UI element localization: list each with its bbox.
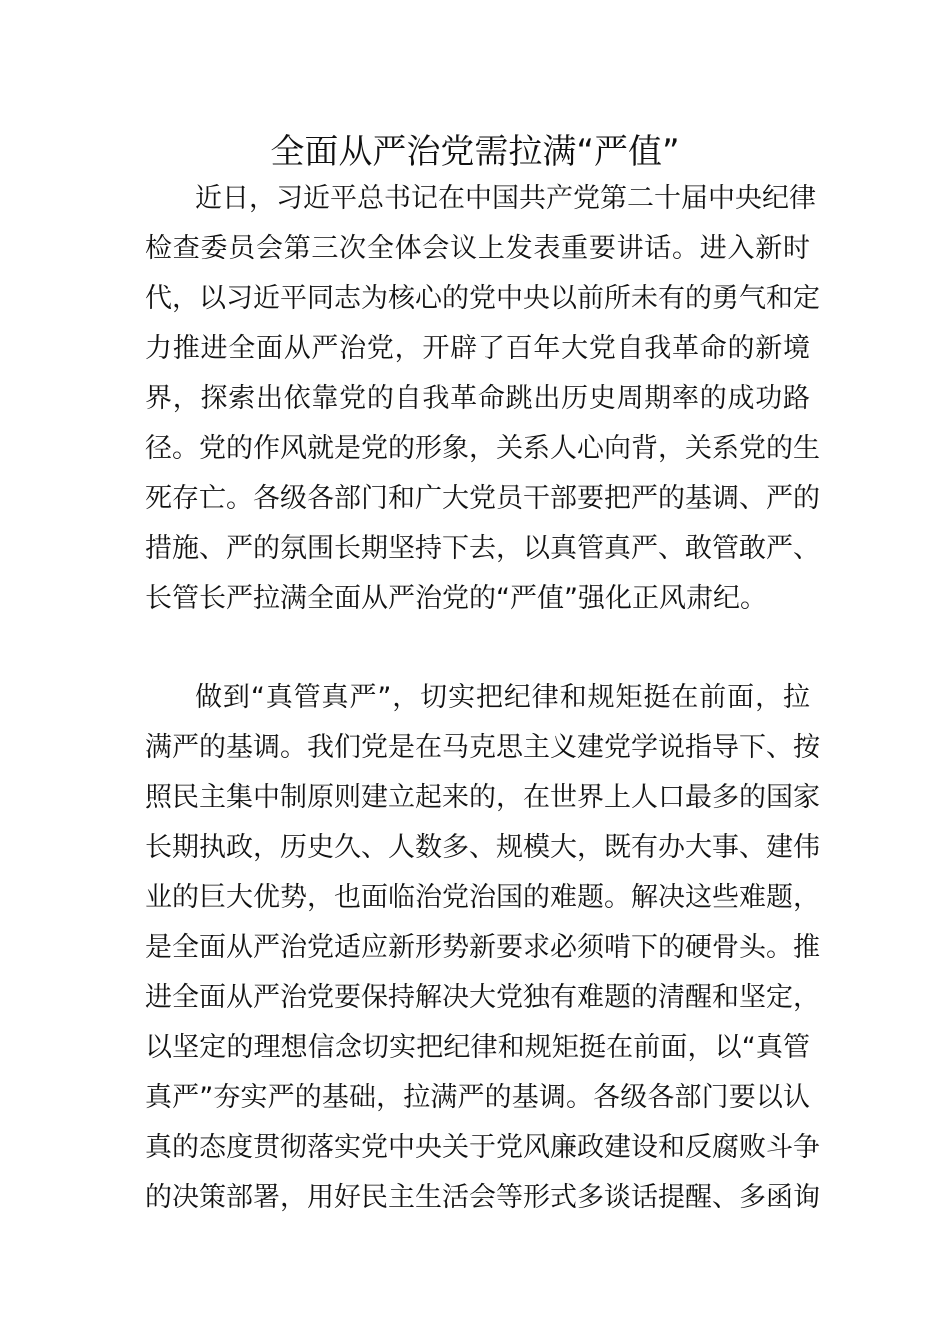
paragraph-2-line: 真严”夯实严的基础，拉满严的基调。各级各部门要以认 <box>145 1082 810 1113</box>
paragraph-1-line: 径。党的作风就是党的形象，关系人心向背，关系党的生 <box>145 433 820 464</box>
paragraph-2-line: 进全面从严治党要保持解决大党独有难题的清醒和坚定， <box>145 982 820 1013</box>
paragraph-1-line: 措施、严的氛围长期坚持下去，以真管真严、敢管敢严、 <box>145 533 820 564</box>
paragraph-2-line: 业的巨大优势，也面临治党治国的难题。解决这些难题， <box>145 882 820 913</box>
paragraph-2-line: 满严的基调。我们党是在马克思主义建党学说指导下、按 <box>145 732 820 763</box>
document-title: 全面从严治党需拉满“严值” <box>270 132 680 172</box>
paragraph-2-line: 做到“真管真严”，切实把纪律和规矩挺在前面，拉 <box>195 682 810 713</box>
paragraph-1-line: 界，探索出依靠党的自我革命跳出历史周期率的成功路 <box>145 383 810 414</box>
paragraph-1-line: 代，以习近平同志为核心的党中央以前所未有的勇气和定 <box>145 283 820 314</box>
paragraph-2-line: 是全面从严治党适应新形势新要求必须啃下的硬骨头。推 <box>145 932 820 963</box>
paragraph-1-line: 检查委员会第三次全体会议上发表重要讲话。进入新时 <box>145 233 810 264</box>
paragraph-1-line: 死存亡。各级各部门和广大党员干部要把严的基调、严的 <box>145 483 820 514</box>
paragraph-2-line: 的决策部署，用好民主生活会等形式多谈话提醒、多函询 <box>145 1182 820 1213</box>
paragraph-1-line: 力推进全面从严治党，开辟了百年大党自我革命的新境 <box>145 333 810 364</box>
paragraph-2-line: 长期执政，历史久、人数多、规模大，既有办大事、建伟 <box>145 832 820 863</box>
paragraph-2-line: 真的态度贯彻落实党中央关于党风廉政建设和反腐败斗争 <box>145 1132 820 1163</box>
paragraph-2-line: 照民主集中制原则建立起来的，在世界上人口最多的国家 <box>145 782 820 813</box>
paragraph-1-line: 近日，习近平总书记在中国共产党第二十届中央纪律 <box>195 183 816 214</box>
paragraph-2-line: 以坚定的理想信念切实把纪律和规矩挺在前面，以“真管 <box>145 1032 810 1063</box>
paragraph-1-line: 长管长严拉满全面从严治党的“严值”强化正风肃纪。 <box>145 583 767 614</box>
